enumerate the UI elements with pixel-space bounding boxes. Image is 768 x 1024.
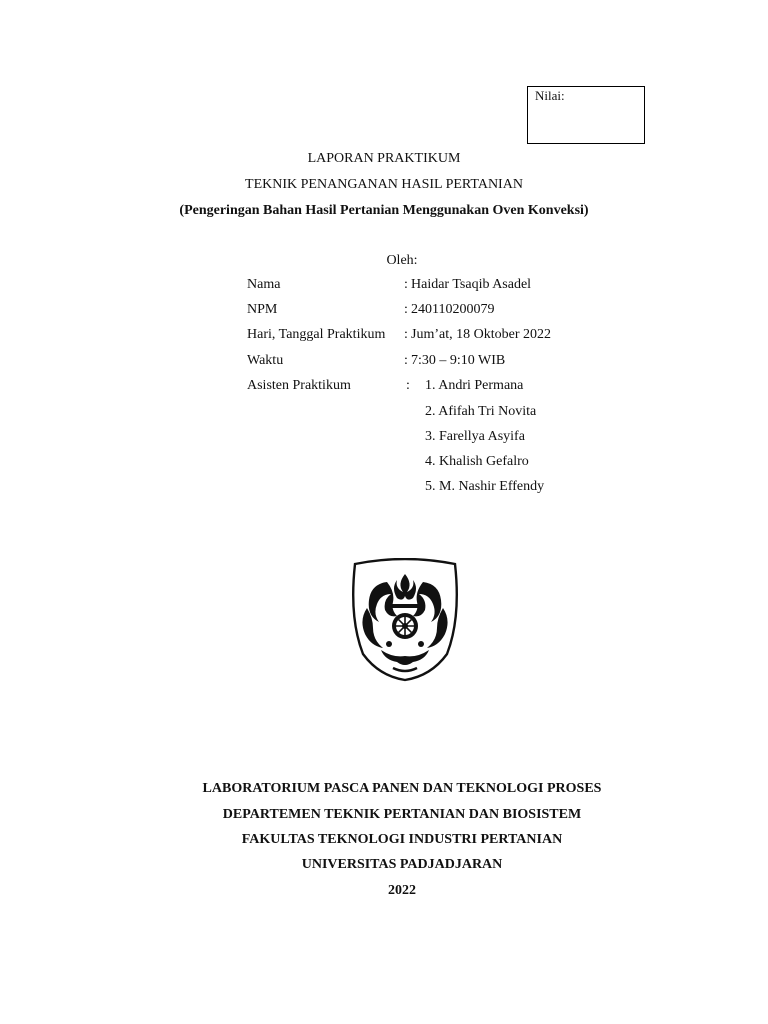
info-label-asisten: Asisten Praktikum <box>247 378 351 393</box>
info-colon-hari: : <box>404 327 408 342</box>
footer-faculty: FAKULTAS TEKNOLOGI INDUSTRI PERTANIAN <box>241 832 563 847</box>
university-emblem-icon <box>347 558 463 682</box>
info-value-waktu: 7:30 – 9:10 WIB <box>411 353 506 368</box>
asisten-item: 2. Afifah Tri Novita <box>425 404 537 419</box>
asisten-item: 5. M. Nashir Effendy <box>425 479 545 494</box>
info-value-npm: 240110200079 <box>411 302 495 317</box>
footer-laboratory: LABORATORIUM PASCA PANEN DAN TEKNOLOGI PROSES <box>202 781 602 796</box>
footer-department: DEPARTEMEN TEKNIK PERTANIAN DAN BIOSISTEM <box>222 807 582 822</box>
info-value-hari: Jum’at, 18 Oktober 2022 <box>411 327 551 342</box>
info-colon-npm: : <box>404 302 408 317</box>
grade-label: Nilai: <box>535 88 565 103</box>
course-title: TEKNIK PENANGANAN HASIL PERTANIAN <box>245 177 523 192</box>
info-colon-waktu: : <box>404 353 408 368</box>
asisten-item: 4. Khalish Gefalro <box>425 454 529 469</box>
footer-year: 2022 <box>388 883 416 898</box>
experiment-title: (Pengeringan Bahan Hasil Pertanian Menggunakan Oven Konveksi) <box>179 203 589 218</box>
info-label-waktu: Waktu <box>247 353 284 368</box>
info-colon-asisten: : <box>406 378 410 393</box>
grade-box <box>527 86 645 144</box>
report-title: LAPORAN PRAKTIKUM <box>307 151 461 166</box>
info-label-npm: NPM <box>247 302 278 317</box>
info-value-nama: Haidar Tsaqib Asadel <box>411 277 532 292</box>
info-label-hari: Hari, Tanggal Praktikum <box>247 327 386 342</box>
author-heading: Oleh: <box>386 253 418 268</box>
asisten-item: 3. Farellya Asyifa <box>425 429 525 444</box>
info-label-nama: Nama <box>247 277 281 292</box>
asisten-item: 1. Andri Permana <box>425 378 524 393</box>
info-colon-nama: : <box>404 277 408 292</box>
footer-university: UNIVERSITAS PADJADJARAN <box>301 857 503 872</box>
